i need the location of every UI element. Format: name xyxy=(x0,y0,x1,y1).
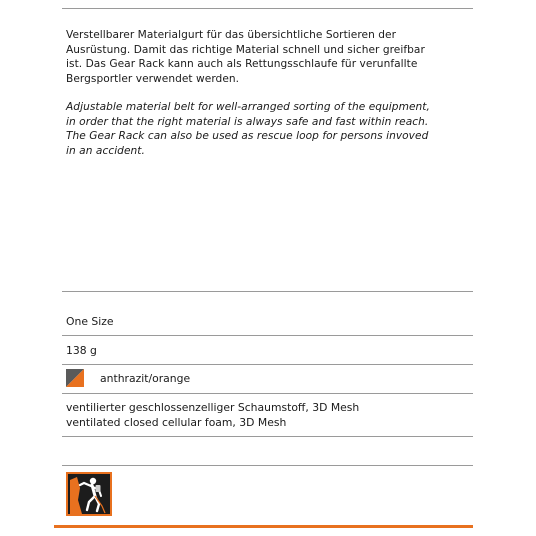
color-divider xyxy=(62,393,473,394)
bottom-accent-bar xyxy=(54,525,473,528)
material-german: ventilierter geschlossenzelliger Schaumstoff, 3D Mesh xyxy=(66,401,360,414)
description-german: Verstellbarer Materialgurt für das übersichtliche Sortieren der Ausrüstung. Damit das richtige Material schnell und sicher greifbar ist. Das Gear Rack kann auch als Rettungsschlaufe für verunfallte Bergsportler verwendet werden. xyxy=(66,29,425,85)
icon-section-rule xyxy=(62,465,473,466)
weight-divider xyxy=(62,364,473,365)
size-value: One Size xyxy=(66,315,114,328)
size-divider xyxy=(62,335,473,336)
climber-pictogram-icon xyxy=(66,472,112,516)
color-name: anthrazit/orange xyxy=(100,372,191,385)
description-english: Adjustable material belt for well-arranged sorting of the equipment, in order that the right material is always safe and fast within reach. The Gear Rack can also be used as rescue loop for persons invoved in an accident. xyxy=(66,101,430,157)
material-divider xyxy=(62,436,473,437)
spec-table-top-rule xyxy=(62,291,473,292)
color-swatch xyxy=(66,369,84,387)
top-rule xyxy=(62,8,473,9)
material-english: ventilated closed cellular foam, 3D Mesh xyxy=(66,416,287,429)
weight-value: 138 g xyxy=(66,344,97,357)
